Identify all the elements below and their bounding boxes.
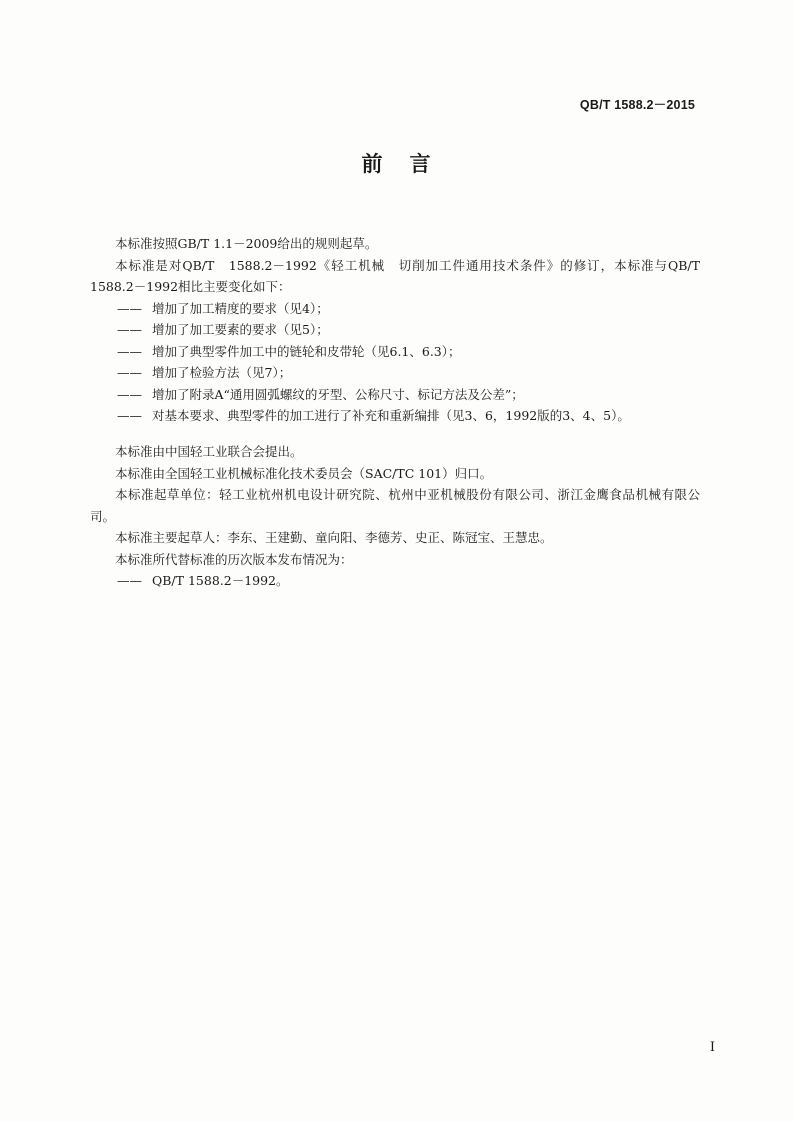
page-number: I bbox=[709, 1040, 715, 1055]
change-item bbox=[90, 405, 700, 427]
title-char-2: 言 bbox=[409, 152, 432, 176]
dash-mark: —— bbox=[117, 386, 142, 402]
change-item bbox=[90, 341, 700, 363]
paragraph-revision-note: 本标准是对QB/T 1588.2－1992《轻工机械 切削加工件通用技术条件》的修订，本标准与QB/T 1588.2－1992相比主要变化如下： bbox=[90, 257, 700, 294]
dash-mark: —— bbox=[117, 573, 142, 588]
dash-mark: —— bbox=[117, 300, 142, 316]
previous-version-item bbox=[90, 570, 700, 592]
standard-code: QB/T 1588.2－2015 bbox=[579, 98, 695, 112]
change-item-text: 增加了附录A“通用圆弧螺纹的牙型、公称尺寸、标记方法及公差”； bbox=[152, 386, 524, 402]
dash-mark: —— bbox=[117, 408, 142, 423]
change-item-text: 增加了典型零件加工中的链轮和皮带轮（见6.1、6.3）； bbox=[152, 343, 461, 359]
page-title bbox=[0, 148, 793, 178]
change-item bbox=[90, 298, 700, 320]
change-item-text: 增加了检验方法（见7）； bbox=[152, 365, 292, 380]
foreword-block-2 bbox=[90, 441, 700, 592]
paragraph-centralized-unit: 本标准由全国轻工业机械标准化技术委员会（SAC/TC 101）归口。 bbox=[115, 465, 493, 481]
change-item bbox=[90, 362, 700, 384]
paragraph-previous-versions: 本标准所代替标准的历次版本发布情况为： bbox=[115, 551, 353, 567]
change-item-text: 对基本要求、典型零件的加工进行了补充和重新编排（见3、6，1992版的3、4、5）。 bbox=[152, 408, 630, 423]
paragraph-drafting-rules: 本标准按照GB/T 1.1－2009给出的规则起草。 bbox=[115, 236, 378, 251]
paragraph-proposer: 本标准由中国轻工业联合会提出。 bbox=[115, 444, 303, 459]
dash-mark: —— bbox=[117, 343, 142, 359]
dash-mark: —— bbox=[117, 322, 142, 337]
paragraph-drafting-units: 本标准起草单位：轻工业杭州机电设计研究院、杭州中亚机械股份有限公司、浙江金鹰食品机械有限公司。 bbox=[90, 487, 700, 524]
change-item-text: 增加了加工要素的要求（见5）； bbox=[152, 322, 329, 337]
previous-version-text: QB/T 1588.2－1992。 bbox=[152, 573, 289, 588]
change-item bbox=[90, 384, 700, 406]
title-char-1: 前 bbox=[361, 152, 384, 176]
dash-mark: —— bbox=[117, 365, 142, 380]
paragraph-drafters: 本标准主要起草人：李东、王建勤、童向阳、李德芳、史正、陈冠宝、王慧忠。 bbox=[115, 530, 553, 545]
change-item bbox=[90, 319, 700, 341]
foreword-block-1 bbox=[90, 233, 700, 427]
change-item-text: 增加了加工精度的要求（见4）； bbox=[152, 300, 329, 316]
